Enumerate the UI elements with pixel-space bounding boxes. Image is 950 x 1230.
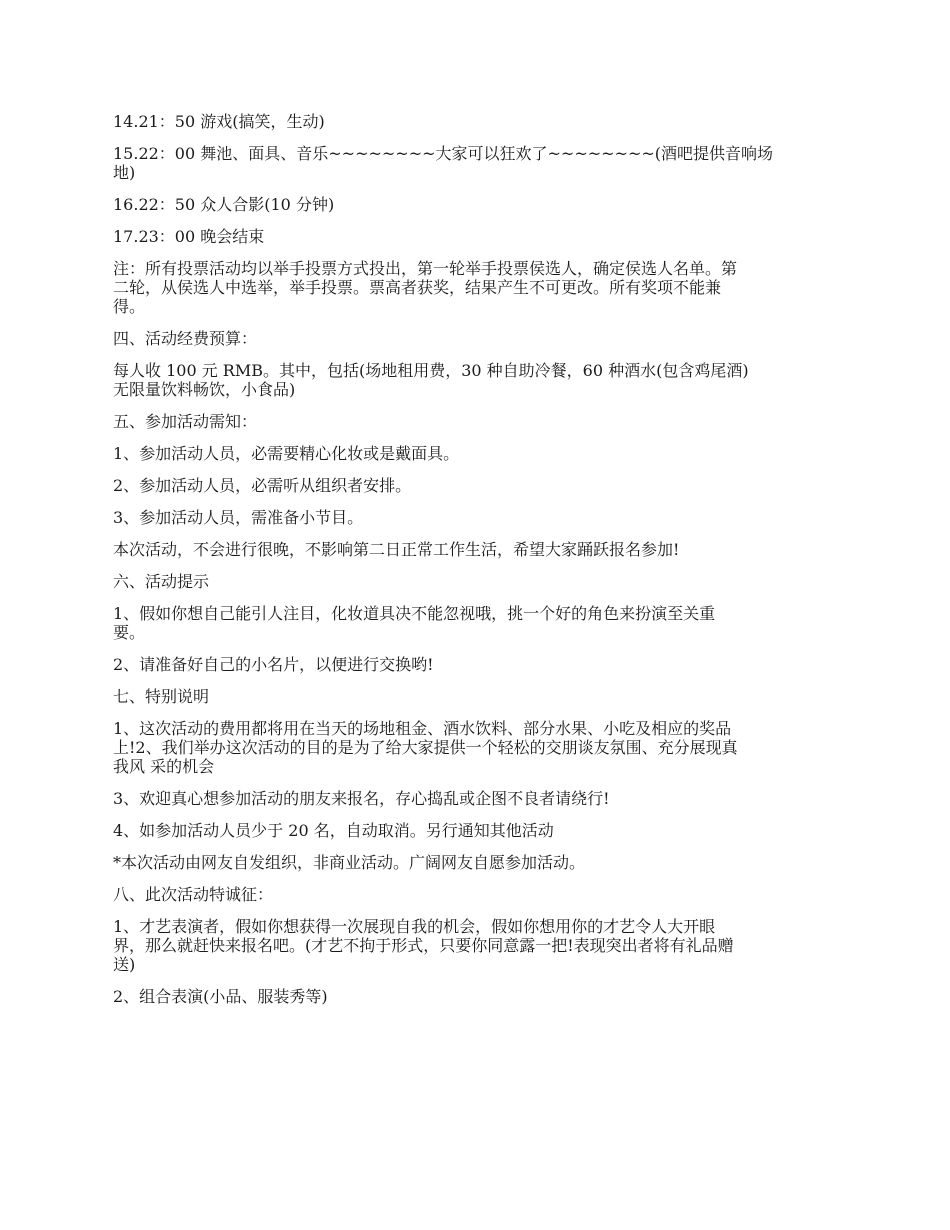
section-heading-tips: 六、活动提示 <box>113 572 210 591</box>
notice-item-1: 1、参加活动人员，必需要精心化妆或是戴面具。 <box>113 444 460 463</box>
section-heading-special: 七、特别说明 <box>113 687 210 706</box>
tips-item-2: 2、请准备好自己的小名片，以便进行交换哟! <box>113 655 434 674</box>
section-heading-notice: 五、参加活动需知： <box>113 412 258 431</box>
budget-text: 每人收 100 元 RMB。其中，包括(场地租用费，30 种自助冷餐，60 种酒水(包含鸡尾酒) 无限量饮料畅饮，小食品) <box>113 361 749 399</box>
tips-item-1: 1、假如你想自己能引人注目，化妆道具决不能忽视哦，挑一个好的角色来扮演至关重 要。 <box>113 604 716 642</box>
schedule-item-17: 17.23：00 晚会结束 <box>113 227 265 246</box>
voting-note: 注：所有投票活动均以举手投票方式投出，第一轮举手投票侯选人，确定侯选人名单。第 二轮，从侯选人中选举，举手投票。票高者获奖，结果产生不可更改。所有奖项不能兼 得。 <box>113 259 738 316</box>
special-footnote: *本次活动由网友自发组织，非商业活动。广阔网友自愿参加活动。 <box>113 853 586 872</box>
document-body <box>113 112 840 1019</box>
recruit-item-2: 2、组合表演(小品、服装秀等) <box>113 987 328 1006</box>
notice-closing: 本次活动，不会进行很晚，不影响第二日正常工作生活，希望大家踊跃报名参加! <box>113 540 680 559</box>
notice-item-2: 2、参加活动人员，必需听从组织者安排。 <box>113 476 412 495</box>
section-heading-budget: 四、活动经费预算： <box>113 329 258 348</box>
schedule-item-14: 14.21：50 游戏(搞笑，生动) <box>113 112 325 131</box>
notice-item-3: 3、参加活动人员，需准备小节目。 <box>113 508 364 527</box>
special-item-3: 3、欢迎真心想参加活动的朋友来报名，存心捣乱或企图不良者请绕行! <box>113 789 610 808</box>
recruit-item-1: 1、才艺表演者，假如你想获得一次展现自我的机会，假如你想用你的才艺令人大开眼 界，那么就赶快来报名吧。(才艺不拘于形式，只要你同意露一把!表现突出者将有礼品赠 送) <box>113 917 734 974</box>
special-item-4: 4、如参加活动人员少于 20 名，自动取消。另行通知其他活动 <box>113 821 554 840</box>
schedule-item-15: 15.22：00 舞池、面具、音乐~~~~~~~~大家可以狂欢了~~~~~~~~(酒吧提供音响场 地) <box>113 144 773 182</box>
section-heading-recruit: 八、此次活动特诚征： <box>113 885 274 904</box>
schedule-item-16: 16.22：50 众人合影(10 分钟) <box>113 195 335 214</box>
special-item-1-2: 1、这次活动的费用都将用在当天的场地租金、酒水饮料、部分水果、小吃及相应的奖品 上!2、我们举办这次活动的目的是为了给大家提供一个轻松的交朋谈友氛围、充分展现真 我风 采的机会 <box>113 719 738 776</box>
